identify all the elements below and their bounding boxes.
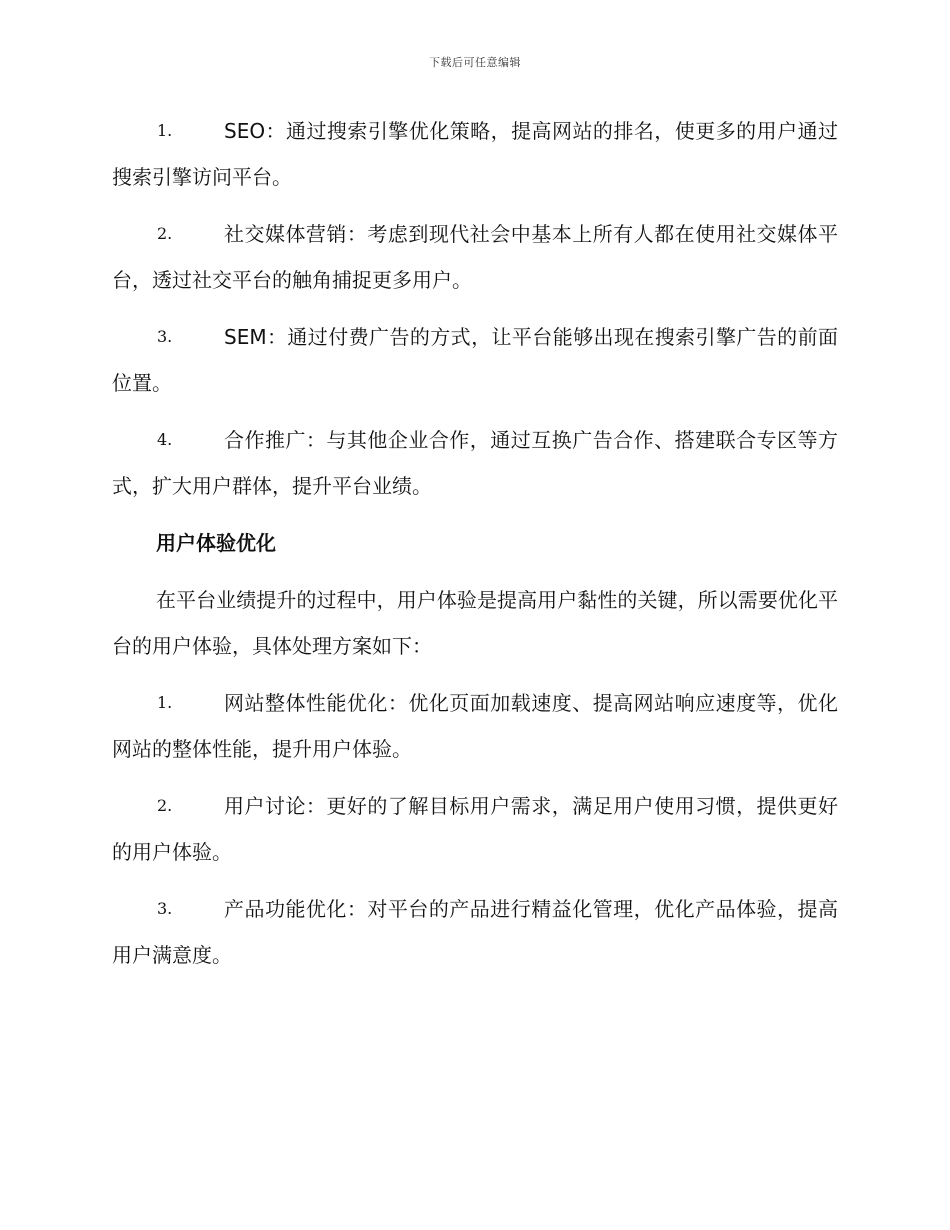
document-body <box>112 108 838 989</box>
section-intro-paragraph: 在平台业绩提升的过程中，用户体验是提高用户黏性的关键，所以需要优化平台的用户体验，具体处理方案如下： <box>112 588 838 658</box>
list-item-number: 2. <box>157 796 173 815</box>
list-item <box>112 108 838 200</box>
list-item-number: 1. <box>157 693 173 712</box>
list-item-number: 2. <box>157 224 173 243</box>
section-heading: 用户体验优化 <box>156 531 276 555</box>
list-item-text: SEM：通过付费广告的方式，让平台能够出现在搜索引擎广告的前面位置。 <box>112 325 838 395</box>
list-item-number: 4. <box>157 430 173 449</box>
list-item-text: 产品功能优化：对平台的产品进行精益化管理，优化产品体验，提高用户满意度。 <box>112 897 838 967</box>
page-header: 下载后可任意编辑 <box>429 56 521 69</box>
list-item <box>112 783 838 875</box>
list-item-text: SEO：通过搜索引擎优化策略，提高网站的排名，使更多的用户通过搜索引擎访问平台。 <box>112 119 838 189</box>
list-item <box>112 417 838 509</box>
list-item-text: 网站整体性能优化：优化页面加载速度、提高网站响应速度等，优化网站的整体性能，提升用户体验。 <box>112 691 838 761</box>
list-item <box>112 314 838 406</box>
list-item-text: 用户讨论：更好的了解目标用户需求，满足用户使用习惯，提供更好的用户体验。 <box>112 794 838 864</box>
list-item-number: 3. <box>157 327 173 346</box>
list-item <box>112 680 838 772</box>
list-item <box>112 211 838 303</box>
list-item-text: 合作推广：与其他企业合作，通过互换广告合作、搭建联合专区等方式，扩大用户群体，提升平台业绩。 <box>112 428 838 498</box>
list-item-text: 社交媒体营销：考虑到现代社会中基本上所有人都在使用社交媒体平台，透过社交平台的触角捕捉更多用户。 <box>112 222 838 292</box>
list-item <box>112 886 838 978</box>
list-item-number: 3. <box>157 899 173 918</box>
list-item-number: 1. <box>157 121 173 140</box>
